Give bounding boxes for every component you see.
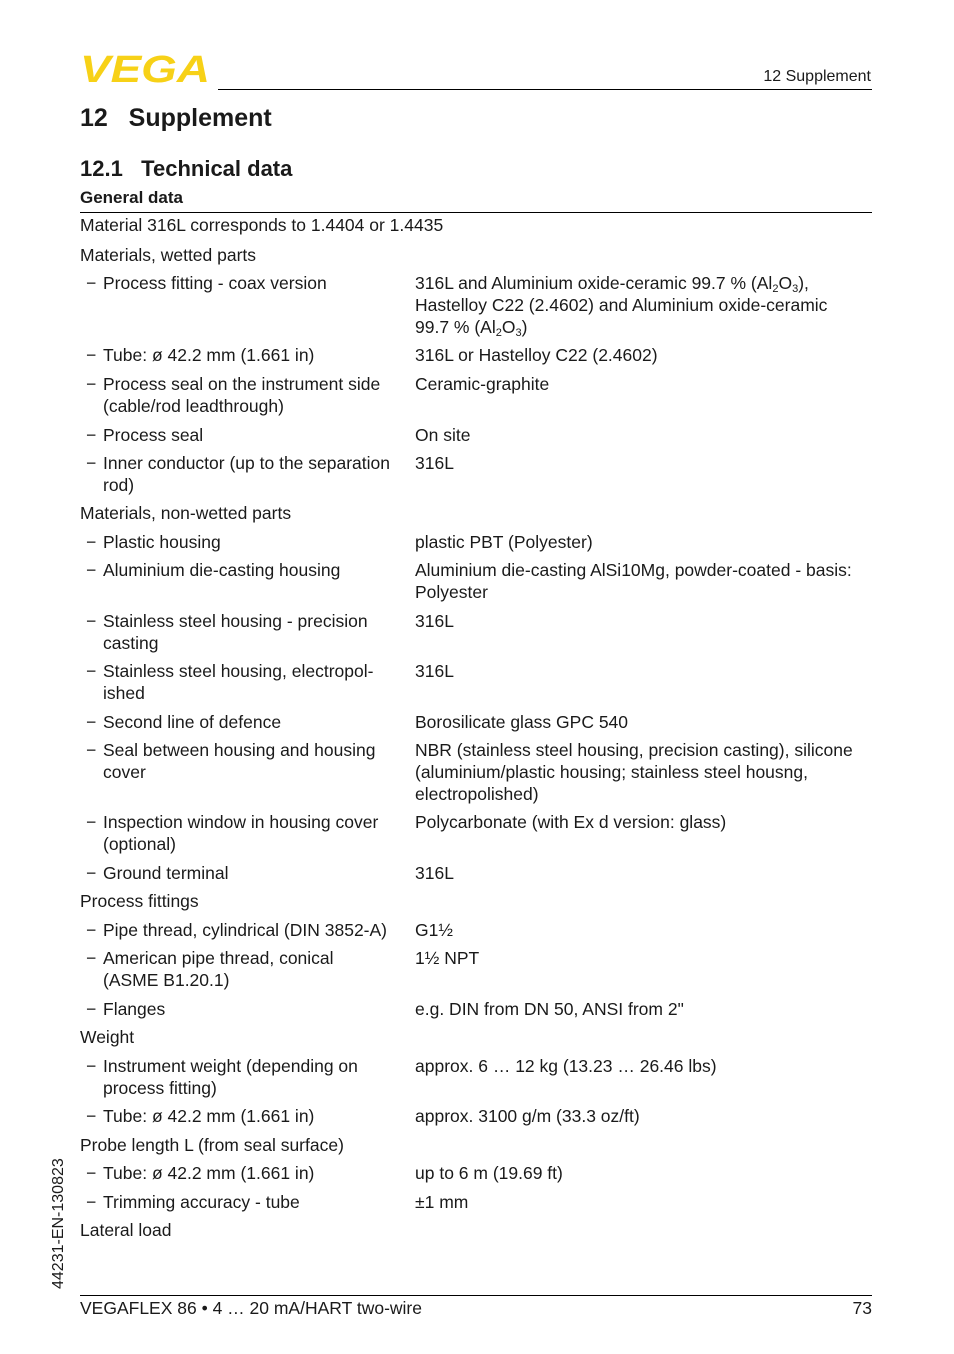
label-npt: American pipe thread, conical xyxy=(103,948,334,968)
list-dash: − xyxy=(86,812,97,832)
group-lateral-load: Lateral load xyxy=(80,1220,172,1240)
subsection-rule xyxy=(80,212,872,213)
label-housing-seal: Seal between housing and housing xyxy=(103,740,376,760)
label-tube-wetted: Tube: ø 42.2 mm (1.661 in) xyxy=(103,345,315,365)
list-dash: − xyxy=(86,425,97,445)
chapter-title: Supplement xyxy=(128,104,272,132)
group-process-fittings: Process fittings xyxy=(80,891,199,911)
section-title: Technical data xyxy=(141,156,293,181)
footer-rule xyxy=(80,1295,872,1296)
label-ss-precision: Stainless steel housing - precision xyxy=(103,611,368,631)
group-probe-length: Probe length L (from seal surface) xyxy=(80,1135,344,1155)
value-inspection-window: Polycarbonate (with Ex d version: glass) xyxy=(415,812,727,832)
footer-product: VEGAFLEX 86 • 4 … 20 mA/HART two-wire xyxy=(80,1298,422,1318)
list-dash: − xyxy=(86,532,97,552)
label-process-seal: Process seal xyxy=(103,425,204,445)
group-non-wetted-parts: Materials, non-wetted parts xyxy=(80,503,292,523)
value-process-fitting-line2: Hastelloy C22 (2.4602) and Aluminium oxide-ceramic xyxy=(415,295,828,315)
list-dash: − xyxy=(86,453,97,473)
value-process-fitting-line1: 316L and Aluminium oxide-ceramic 99.7 % $(Al_2O_3)$, xyxy=(415,273,809,295)
section-heading xyxy=(80,156,292,182)
group-weight: Weight xyxy=(80,1027,135,1047)
label-flanges: Flanges xyxy=(103,999,166,1019)
label-inner-conductor-2: rod) xyxy=(103,475,135,495)
chapter-number: 12 xyxy=(80,104,108,132)
value-instrument-weight: approx. 6 … 12 kg (13.23 … 26.46 lbs) xyxy=(415,1056,717,1076)
subsection-heading: General data xyxy=(80,188,183,207)
value-process-seal: On site xyxy=(415,425,471,445)
value-tube-wetted: 316L or Hastelloy C22 (2.4602) xyxy=(415,345,658,365)
label-tube-weight: Tube: ø 42.2 mm (1.661 in) xyxy=(103,1106,315,1126)
value-housing-seal-2: (aluminium/plastic housing; stainless steel housng, xyxy=(415,762,808,782)
section-number: 12.1 xyxy=(80,156,123,181)
list-dash: − xyxy=(86,740,97,760)
value-ground-terminal: 316L xyxy=(415,863,454,883)
list-dash: − xyxy=(86,712,97,732)
value-housing-seal: NBR (stainless steel housing, precision casting), silicone xyxy=(415,740,853,760)
value-housing-seal-3: electropolished) xyxy=(415,784,539,804)
value-inner-conductor: 316L xyxy=(415,453,454,473)
value-tube-weight: approx. 3100 g/m (33.3 oz/ft) xyxy=(415,1106,640,1126)
value-process-fitting-line3: 99.7 % $(Al_2O_3)$ xyxy=(415,317,528,339)
list-dash: − xyxy=(86,661,97,681)
value-flanges: e.g. DIN from DN 50, ANSI from 2" xyxy=(415,999,684,1019)
row-material-note: Material 316L corresponds to 1.4404 or 1.4435 xyxy=(80,215,444,235)
value-aluminium-housing-2: Polyester xyxy=(415,582,488,602)
value-process-seal-instrument: Ceramic-graphite xyxy=(415,374,550,394)
label-inspection-window-2: (optional) xyxy=(103,834,176,854)
value-ss-electropolished: 316L xyxy=(415,661,454,681)
label-process-seal-instrument-2: (cable/rod leadthrough) xyxy=(103,396,284,416)
label-inspection-window: Inspection window in housing cover xyxy=(103,812,379,832)
list-dash: − xyxy=(86,611,97,631)
header-rule xyxy=(218,89,872,90)
list-dash: − xyxy=(86,1163,97,1183)
list-dash: − xyxy=(86,863,97,883)
list-dash: − xyxy=(86,1192,97,1212)
value-plastic-housing: plastic PBT (Polyester) xyxy=(415,532,593,552)
label-trimming-accuracy: Trimming accuracy - tube xyxy=(103,1192,300,1212)
label-tube-length: Tube: ø 42.2 mm (1.661 in) xyxy=(103,1163,315,1183)
list-dash: − xyxy=(86,948,97,968)
list-dash: − xyxy=(86,999,97,1019)
value-pipe-thread: G1½ xyxy=(415,920,453,940)
group-wetted-parts: Materials, wetted parts xyxy=(80,245,257,265)
label-pipe-thread: Pipe thread, cylindrical (DIN 3852-A) xyxy=(103,920,388,940)
list-dash: − xyxy=(86,920,97,940)
label-instrument-weight-2: process fitting) xyxy=(103,1078,217,1098)
label-instrument-weight: Instrument weight (depending on xyxy=(103,1056,358,1076)
logo-text: VEGA xyxy=(80,52,210,84)
value-second-line: Borosilicate glass GPC 540 xyxy=(415,712,629,732)
chapter-heading xyxy=(80,104,272,133)
list-dash: − xyxy=(86,1056,97,1076)
label-process-seal-instrument: Process seal on the instrument side xyxy=(103,374,381,394)
label-process-fitting: Process fitting - coax version xyxy=(103,273,327,293)
label-ground-terminal: Ground terminal xyxy=(103,863,229,883)
page-number: 73 xyxy=(852,1298,872,1318)
list-dash: − xyxy=(86,345,97,365)
label-ss-electropolished-2: ished xyxy=(103,683,145,703)
document-code: 44231-EN-130823 xyxy=(50,1158,67,1289)
value-aluminium-housing: Aluminium die-casting AlSi10Mg, powder-coated - basis: xyxy=(415,560,852,580)
list-dash: − xyxy=(86,273,97,293)
label-plastic-housing: Plastic housing xyxy=(103,532,221,552)
list-dash: − xyxy=(86,1106,97,1126)
value-tube-length: up to 6 m (19.69 ft) xyxy=(415,1163,563,1183)
label-npt-2: (ASME B1.20.1) xyxy=(103,970,230,990)
label-ss-precision-2: casting xyxy=(103,633,159,653)
label-inner-conductor: Inner conductor (up to the separation xyxy=(103,453,390,473)
label-ss-electropolished: Stainless steel housing, electropol- xyxy=(103,661,374,681)
list-dash: − xyxy=(86,374,97,394)
value-ss-precision: 316L xyxy=(415,611,454,631)
header-section-label: 12 Supplement xyxy=(763,68,871,85)
label-aluminium-housing: Aluminium die-casting housing xyxy=(103,560,341,580)
list-dash: − xyxy=(86,560,97,580)
label-second-line: Second line of defence xyxy=(103,712,282,732)
value-npt: 1½ NPT xyxy=(415,948,480,968)
value-trimming-accuracy: ±1 mm xyxy=(415,1192,469,1212)
label-housing-seal-2: cover xyxy=(103,762,146,782)
vega-logo xyxy=(80,52,212,84)
